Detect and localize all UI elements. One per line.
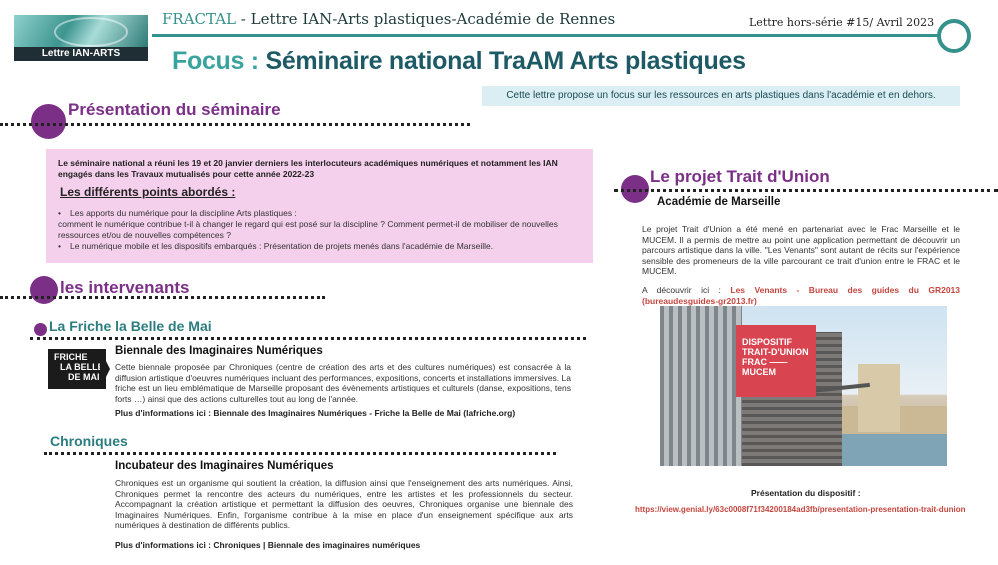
- friche-item-title: Biennale des Imaginaires Numériques: [115, 345, 323, 357]
- section-dot-intervenants: [30, 276, 58, 304]
- bullet-text: Le numérique mobile et les dispositifs embarqués : Présentation de projets menés dans l'académie de Marseille.: [70, 241, 494, 251]
- subsection-dot-friche: [34, 323, 47, 336]
- trait-union-academy: Académie de Marseille: [657, 196, 781, 208]
- points-list: [58, 208, 585, 252]
- page-title: [172, 47, 746, 76]
- panel-line: DISPOSITIF: [742, 337, 793, 347]
- header-circle-ornament: [937, 19, 971, 53]
- friche-logo: [48, 349, 106, 389]
- header-title: [162, 10, 615, 28]
- list-item: [70, 208, 585, 219]
- section-dot-presentation: [31, 104, 66, 139]
- dotted-rule-trait-union: [614, 189, 998, 192]
- issue-number: Lettre hors-série #15/ Avril 2023: [749, 16, 935, 29]
- subsection-title-chroniques: Chroniques: [50, 433, 128, 449]
- newsletter-logo: [14, 15, 148, 73]
- logo-label: Lettre IAN-ARTS PLASTIQUES: [14, 47, 148, 61]
- friche-body: Cette biennale proposée par Chroniques (centre de création des arts et des cultures numériques) est consacrée à la diffusion artistique d'oeuvres numériques incluant des performances, expositions, concerts et installations immersives. La friche est un lieu emblématique de Marseille proposant des évènements artistiques et culturels (danse, expositions, tens forts …) ainsi que des actions culturelles tout au long de l'année.: [115, 362, 571, 404]
- presentation-dispositif-link[interactable]: https://view.genial.ly/63c0008f71f34200184ad3fb/presentation-presentation-trait-dunion: [635, 505, 966, 514]
- header-title-rest: - Lettre IAN-Arts plastiques-Académie de Rennes: [236, 10, 616, 28]
- dotted-rule-friche: [30, 337, 586, 340]
- logo-line: DE MAI: [68, 372, 100, 382]
- photo-panel: [736, 325, 816, 397]
- subsection-title-friche: La Friche la Belle de Mai: [49, 318, 212, 334]
- trait-union-discover: [642, 285, 960, 306]
- list-item: [70, 241, 585, 252]
- logo-line: FRICHE: [54, 352, 88, 362]
- trait-union-body: Le projet Trait d'Union a été mené en partenariat avec le Frac Marseille et le MUCEM. Il a permis de mettre au point une application permettant de découvrir un parcours artistique dans la ville. "Les Venants" sont autant de récits sur l'expérience sensible des promeneurs de la ville parcourant ce trait d'union entre le FRAC et le MUCEM.: [642, 224, 960, 277]
- section-title-presentation: Présentation du séminaire: [68, 100, 281, 119]
- chroniques-more-link[interactable]: Plus d'informations ici : Chroniques | Biennale des imaginaires numériques: [115, 540, 421, 550]
- page-title-focus: Focus :: [172, 47, 259, 75]
- chroniques-body: Chroniques est un organisme qui soutient la création, la diffusion ainsi que l'enseignement des arts numériques. Ainsi, Chroniques permet la rencontre des acteurs du numériques, entre les artistes et les professionnels du secteur. Accompagnant la création artistique et permettant la diffusion des oeuvres, Chroniques organise une biennale des Imaginaires Numériques. Enfin, l'organisme contribue à la mise en place d'un enseignement spécifique aux arts numériques à destination de différents publics.: [115, 478, 573, 531]
- dotted-rule-intervenants: [0, 296, 325, 299]
- chroniques-item-title: Incubateur des Imaginaires Numériques: [115, 460, 334, 472]
- section-title-trait-union: Le projet Trait d'Union: [650, 167, 830, 186]
- photo-frac-building: [660, 306, 742, 466]
- discover-link[interactable]: Les Venants - Bureau des guides du GR2013 (bureaudesguides-gr2013.fr): [642, 285, 960, 306]
- panel-line: TRAIT-D'UNION: [742, 347, 809, 357]
- brand-name: FRACTAL: [162, 10, 236, 28]
- panel-line: FRAC —— MUCEM: [742, 357, 788, 377]
- bullet-text: Les apports du numérique pour la discipline Arts plastiques :: [70, 208, 297, 218]
- presentation-dispositif-label: Présentation du dispositif :: [751, 488, 861, 498]
- dotted-rule-chroniques: [44, 452, 556, 455]
- logo-image: [14, 15, 148, 47]
- section-title-intervenants: les intervenants: [60, 278, 190, 297]
- dotted-rule-presentation: [0, 123, 470, 126]
- logo-line: LA BELLE: [60, 362, 104, 372]
- friche-more-link[interactable]: Plus d'informations ici : Biennale des Imaginaires Numériques - Friche la Belle de Mai (lafriche.org): [115, 408, 516, 418]
- list-item-continuation: comment le numérique contribue t-il à changer le regard qui est posé sur la discipline ? Comment permet-il de mobiliser de nouvelles ressources et/ou de nouvelles compétences ?: [58, 219, 558, 240]
- points-heading: Les différents points abordés :: [60, 185, 236, 199]
- trait-union-photo: [660, 306, 947, 466]
- photo-fort-tower: [858, 364, 900, 432]
- presentation-paragraph: Le séminaire national a réuni les 19 et 20 janvier derniers les interlocuteurs académiques numériques et notamment les IAN engagés dans les Travaux mutualisés pour cette année 2022-23: [58, 158, 558, 179]
- page-title-rest: Séminaire national TraAM Arts plastiques: [258, 47, 746, 75]
- intro-note: Cette lettre propose un focus sur les ressources en arts plastiques dans l'académie et en dehors.: [482, 86, 960, 106]
- header-rule: [152, 34, 941, 37]
- discover-label: A découvrir ici :: [642, 285, 731, 295]
- photo-sea: [842, 434, 947, 466]
